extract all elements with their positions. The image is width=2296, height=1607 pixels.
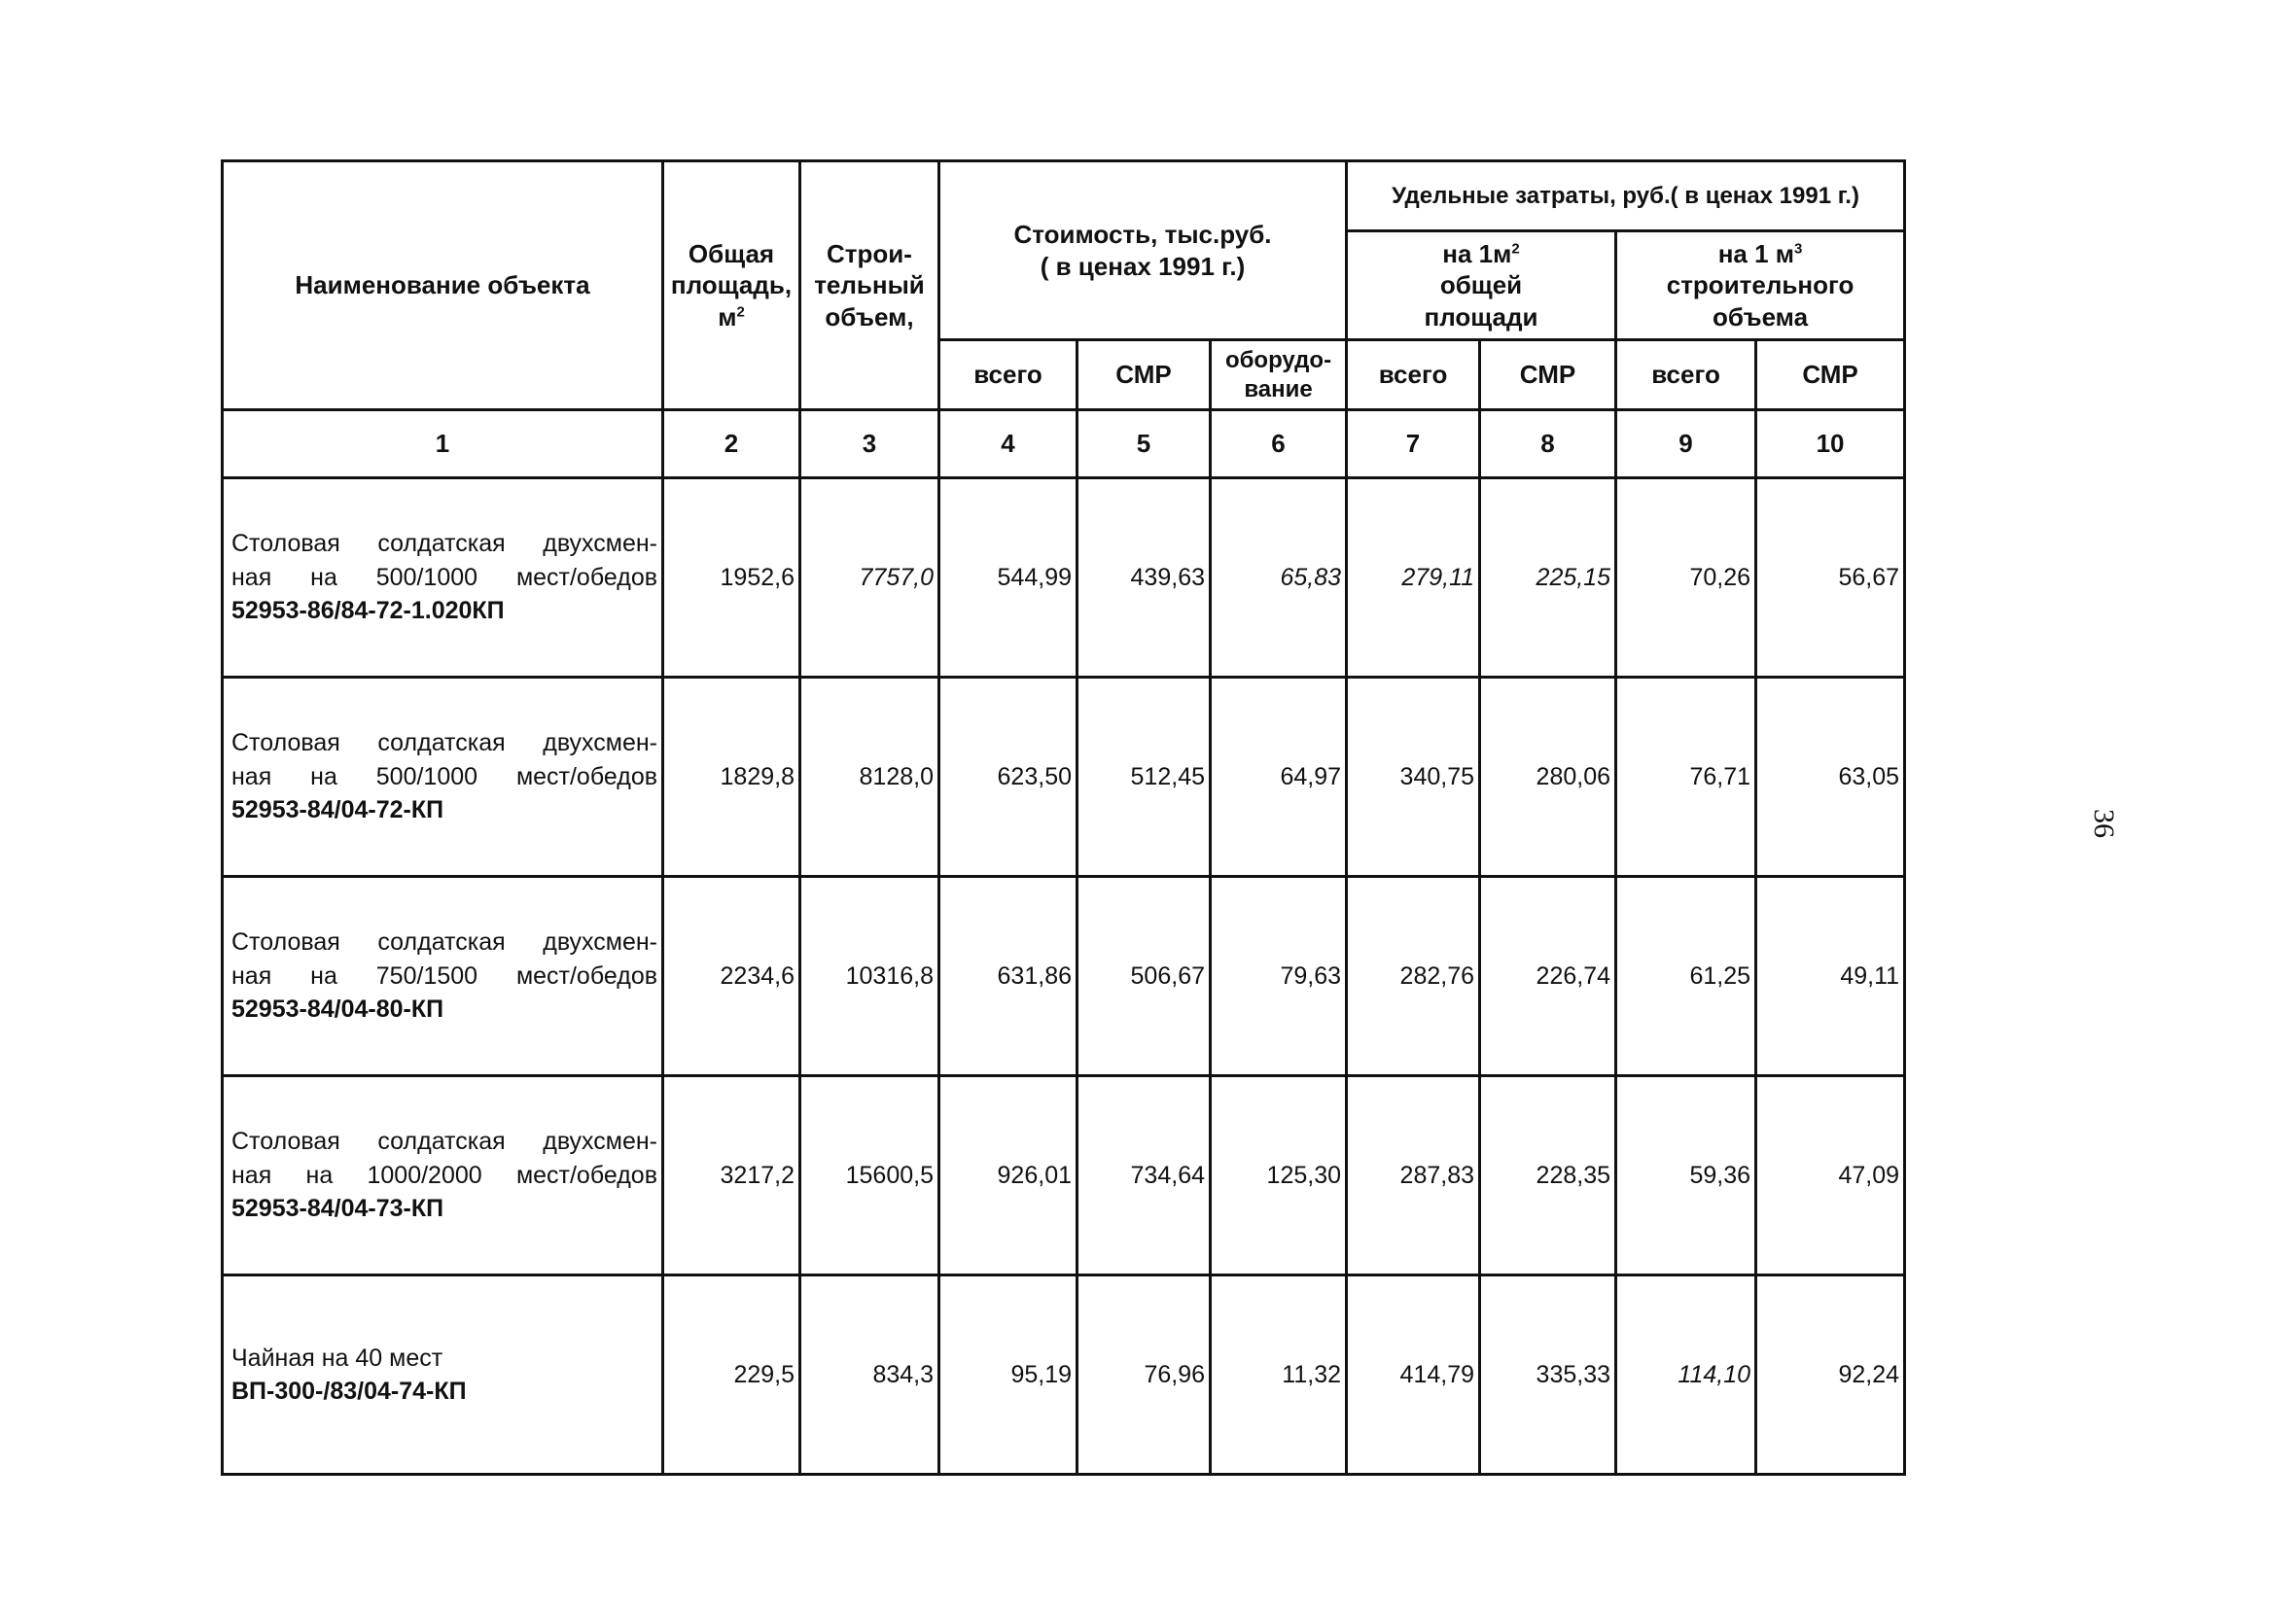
object-name-line2: ная на 750/1500 мест/обедов [231,961,657,990]
volume-value: 8128,0 [800,678,939,877]
header-cost-equipment [1211,340,1347,410]
header-cost-total [939,340,1077,410]
column-number: 8 [1480,410,1616,478]
object-name-cell [223,1275,663,1475]
cost-total-value: 623,50 [939,678,1077,877]
m3-total-value: 59,36 [1616,1076,1756,1275]
area-value: 1829,8 [663,678,800,877]
area-value: 3217,2 [663,1076,800,1275]
header-per-m3-line1: на 1 м [1717,238,1795,268]
header-per-m3-line2: строительного [1666,270,1854,300]
table-row [223,478,1905,678]
header-m2-total-label: всего [1378,360,1448,390]
cost-smr-value: 512,45 [1077,678,1211,877]
header-specific-label: Удельные затраты, руб.( в ценах 1991 г.) [1392,182,1859,209]
m2-total-value: 279,11 [1347,478,1480,678]
header-per-m3-sup: 3 [1794,240,1803,258]
m2-smr-value: 225,15 [1480,478,1616,678]
header-area-line2: площадь, [670,270,793,300]
object-name-line1: Столовая солдатская двухсмен- [231,928,657,957]
object-name-cell [223,678,663,877]
volume-value: 834,3 [800,1275,939,1475]
object-name-line2: ная на 500/1000 мест/обедов [231,762,657,790]
m2-smr-value: 226,74 [1480,877,1616,1076]
cost-equipment-value: 64,97 [1211,678,1347,877]
object-name-line1: Чайная на 40 мест [231,1344,443,1372]
header-m3-total [1616,340,1756,410]
volume-value: 7757,0 [800,478,939,678]
object-name-line2: ная на 1000/2000 мест/обедов [231,1161,657,1189]
cost-total-value: 631,86 [939,877,1077,1076]
m2-smr-value: 335,33 [1480,1275,1616,1475]
table-row [223,1275,1905,1475]
cost-equipment-value: 79,63 [1211,877,1347,1076]
cost-smr-value: 76,96 [1077,1275,1211,1475]
column-number: 1 [223,410,663,478]
cost-smr-value: 734,64 [1077,1076,1211,1275]
m3-smr-value: 63,05 [1756,678,1905,877]
header-cost-smr-label: СМР [1115,360,1172,390]
object-name-line1: Столовая солдатская двухсмен- [231,729,657,757]
volume-value: 15600,5 [800,1076,939,1275]
header-per-m2-line1: на 1м [1442,238,1512,268]
header-m2-total [1347,340,1480,410]
column-number: 10 [1756,410,1905,478]
header-volume [800,161,939,410]
header-per-m2-line3: площади [1424,301,1538,332]
object-code: 52953-84/04-73-КП [231,1195,444,1223]
object-name-cell [223,478,663,678]
m3-total-value: 61,25 [1616,877,1756,1076]
header-cost-smr [1077,340,1211,410]
cost-total-value: 926,01 [939,1076,1077,1275]
m2-total-value: 414,79 [1347,1275,1480,1475]
header-area-line1: Общая [688,238,775,268]
header-name-label: Наименование объекта [295,270,590,300]
header-volume-line1: Строи- [827,238,912,268]
column-number: 2 [663,410,800,478]
object-name-cell [223,877,663,1076]
m2-total-value: 287,83 [1347,1076,1480,1275]
cost-total-value: 95,19 [939,1275,1077,1475]
header-per-m3-line3: объема [1713,301,1809,332]
header-cost-line1: Стоимость, тыс.руб. [1013,220,1272,249]
object-code: ВП-300-/83/04-74-КП [231,1378,467,1405]
header-cost [939,161,1347,340]
column-number: 9 [1616,410,1756,478]
object-name-line2: ная на 500/1000 мест/обедов [231,563,657,591]
cost-equipment-value: 65,83 [1211,478,1347,678]
header-cost-total-label: всего [973,360,1042,390]
m3-total-value: 70,26 [1616,478,1756,678]
m3-smr-value: 92,24 [1756,1275,1905,1475]
m2-smr-value: 228,35 [1480,1076,1616,1275]
header-per-m3 [1616,231,1905,340]
m2-smr-value: 280,06 [1480,678,1616,877]
header-cost-line2: ( в ценах 1991 г.) [1040,251,1246,281]
area-value: 2234,6 [663,877,800,1076]
object-name-line1: Столовая солдатская двухсмен- [231,1128,657,1156]
cost-smr-value: 506,67 [1077,877,1211,1076]
object-code: 52953-84/04-72-КП [231,796,444,824]
header-m2-smr [1480,340,1616,410]
header-specific [1347,161,1905,231]
column-number: 7 [1347,410,1480,478]
volume-value: 10316,8 [800,877,939,1076]
cost-table [221,159,1906,1476]
cost-smr-value: 439,63 [1077,478,1211,678]
object-code: 52953-86/84-72-1.020КП [231,597,505,625]
column-number: 6 [1211,410,1347,478]
m3-smr-value: 47,09 [1756,1076,1905,1275]
header-m3-smr-label: СМР [1802,360,1858,390]
header-m2-smr-label: СМР [1519,360,1576,390]
header-area-unit: м [718,301,737,332]
header-per-m2-line2: общей [1439,270,1523,300]
table-row [223,678,1905,877]
table-row [223,1076,1905,1275]
header-name [223,161,663,410]
header-volume-line3: объем, [825,301,914,332]
header-m3-smr [1756,340,1905,410]
header-m3-total-label: всего [1651,360,1720,390]
column-number: 5 [1077,410,1211,478]
area-value: 229,5 [663,1275,800,1475]
table-row [223,877,1905,1076]
object-name-line1: Столовая солдатская двухсмен- [231,530,657,558]
page-number: 36 [2088,809,2120,838]
header-area [663,161,800,410]
header-area-unit-sup: 2 [736,303,745,321]
column-number: 3 [800,410,939,478]
column-number: 4 [939,410,1077,478]
m3-smr-value: 49,11 [1756,877,1905,1076]
m3-total-value: 114,10 [1616,1275,1756,1475]
cost-equipment-value: 125,30 [1211,1076,1347,1275]
cost-total-value: 544,99 [939,478,1077,678]
header-per-m2 [1347,231,1616,340]
header-equipment-line2: вание [1244,375,1313,402]
m2-total-value: 282,76 [1347,877,1480,1076]
area-value: 1952,6 [663,478,800,678]
header-volume-line2: тельный [814,270,925,300]
header-per-m2-sup: 2 [1511,240,1520,258]
cost-equipment-value: 11,32 [1211,1275,1347,1475]
m3-total-value: 76,71 [1616,678,1756,877]
column-number-row [223,410,1905,478]
m2-total-value: 340,75 [1347,678,1480,877]
m3-smr-value: 56,67 [1756,478,1905,678]
object-code: 52953-84/04-80-КП [231,996,444,1024]
object-name-cell [223,1076,663,1275]
header-equipment-line1: оборудо- [1224,346,1332,373]
